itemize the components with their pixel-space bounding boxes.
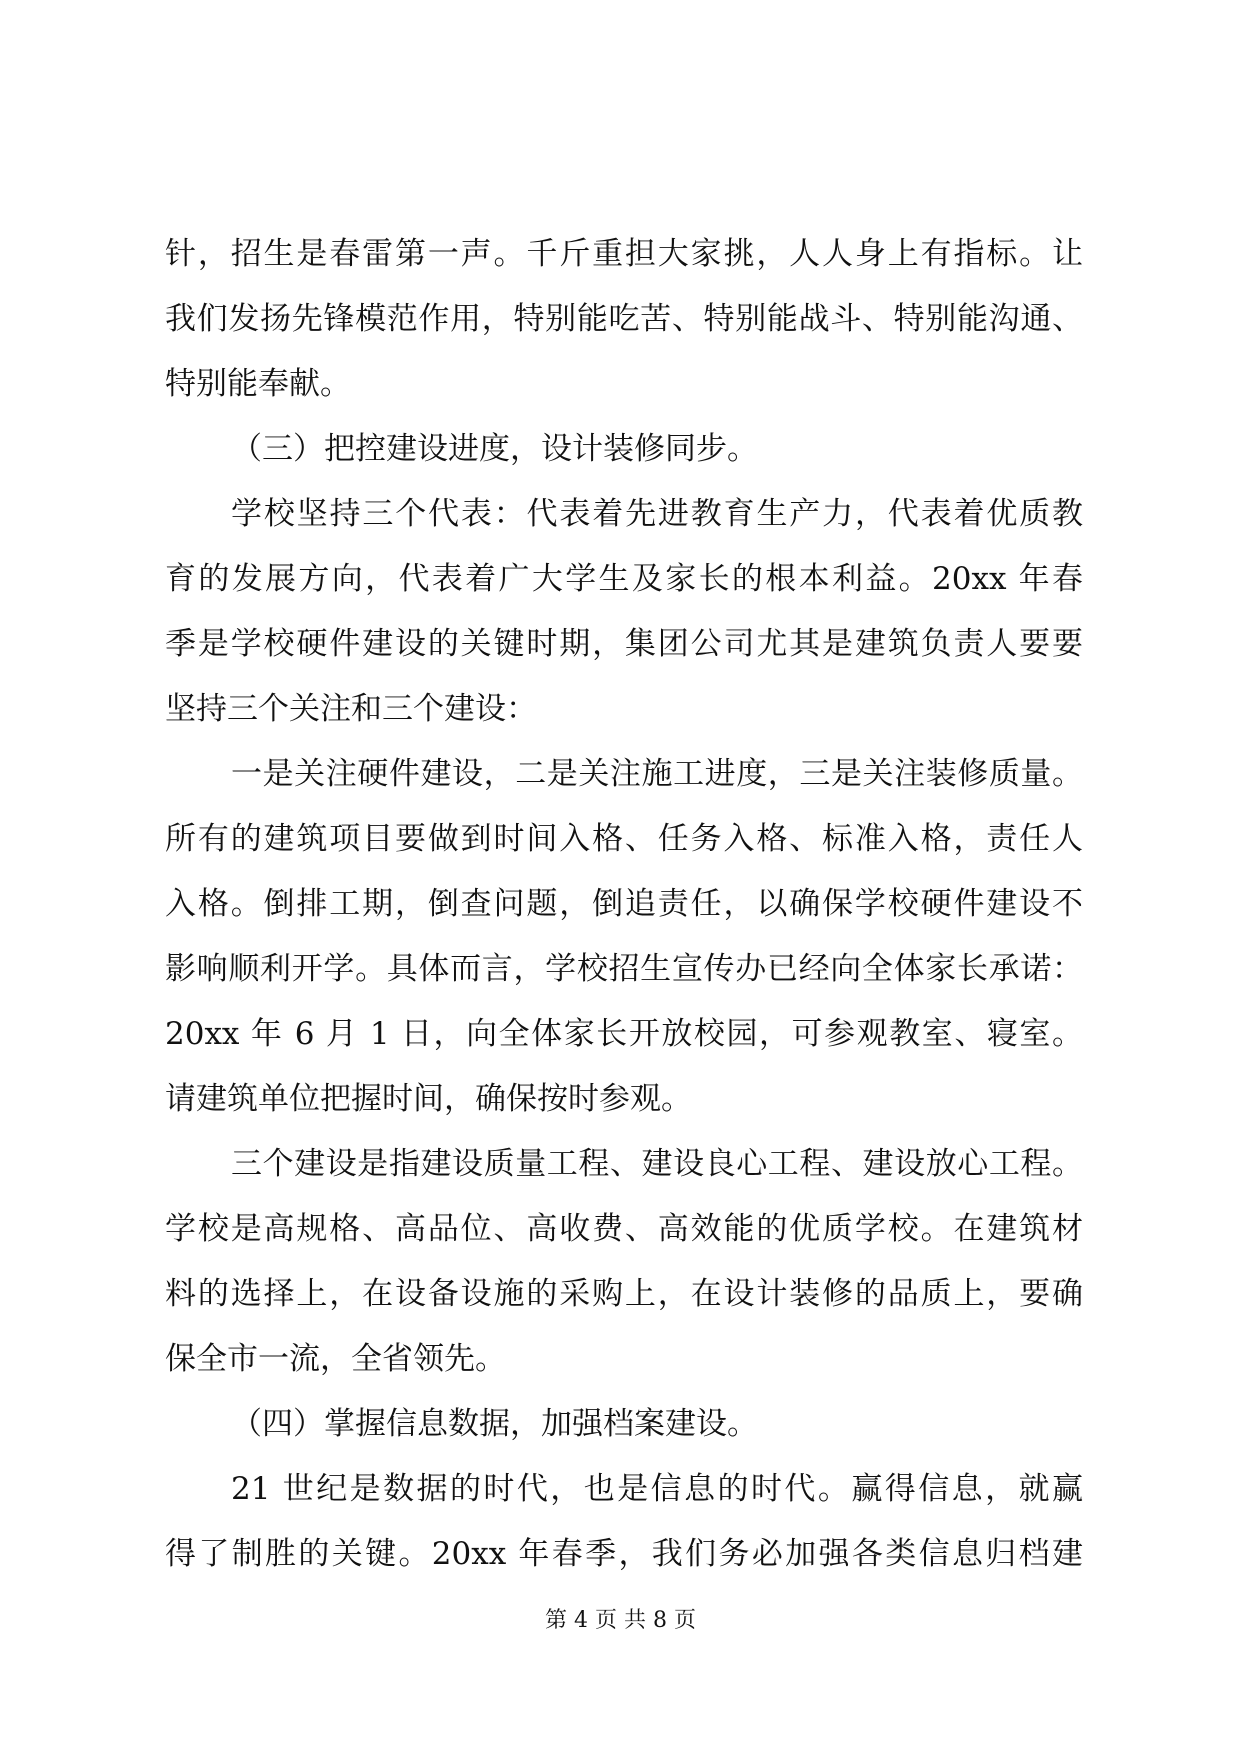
text-line: 针，招生是春雷第一声。千斤重担大家挑，人人身上有指标。让 bbox=[165, 236, 1083, 272]
text-line: 影响顺利开学。具体而言，学校招生宣传办已经向全体家长承诺： bbox=[165, 951, 1083, 987]
text-line: 季是学校硬件建设的关键时期，集团公司尤其是建筑负责人要要 bbox=[165, 626, 1083, 662]
section-heading-3: （三）把控建设进度，设计装修同步。 bbox=[231, 431, 758, 467]
text-line: 得了制胜的关键。20xx 年春季，我们务必加强各类信息归档建 bbox=[165, 1536, 1083, 1572]
paragraph-first-line: 三个建设是指建设质量工程、建设良心工程、建设放心工程。 bbox=[231, 1146, 1083, 1182]
text-line: 育的发展方向，代表着广大学生及家长的根本利益。20xx 年春 bbox=[165, 561, 1083, 597]
text-line: 保全市一流，全省领先。 bbox=[165, 1341, 506, 1377]
paragraph-first-line: 21 世纪是数据的时代，也是信息的时代。赢得信息，就赢 bbox=[231, 1471, 1083, 1507]
document-body bbox=[165, 222, 1083, 1587]
text-line: 20xx 年 6 月 1 日，向全体家长开放校园，可参观教室、寝室。 bbox=[165, 1016, 1083, 1052]
paragraph-first-line: 一是关注硬件建设，二是关注施工进度，三是关注装修质量。 bbox=[231, 756, 1083, 792]
section-heading-4: （四）掌握信息数据，加强档案建设。 bbox=[231, 1406, 758, 1442]
text-line: 我们发扬先锋模范作用，特别能吃苦、特别能战斗、特别能沟通、 bbox=[165, 301, 1083, 337]
page-number-footer: 第 4 页 共 8 页 bbox=[545, 1608, 696, 1633]
text-line: 料的选择上，在设备设施的采购上，在设计装修的品质上，要确 bbox=[165, 1276, 1083, 1312]
text-line: 坚持三个关注和三个建设： bbox=[165, 691, 537, 727]
paragraph-first-line: 学校坚持三个代表：代表着先进教育生产力，代表着优质教 bbox=[231, 496, 1083, 532]
text-line: 入格。倒排工期，倒查问题，倒追责任，以确保学校硬件建设不 bbox=[165, 886, 1083, 922]
text-line: 所有的建筑项目要做到时间入格、任务入格、标准入格，责任人 bbox=[165, 821, 1083, 857]
text-line: 请建筑单位把握时间，确保按时参观。 bbox=[165, 1081, 692, 1117]
text-line: 特别能奉献。 bbox=[165, 366, 351, 402]
text-line: 学校是高规格、高品位、高收费、高效能的优质学校。在建筑材 bbox=[165, 1211, 1083, 1247]
